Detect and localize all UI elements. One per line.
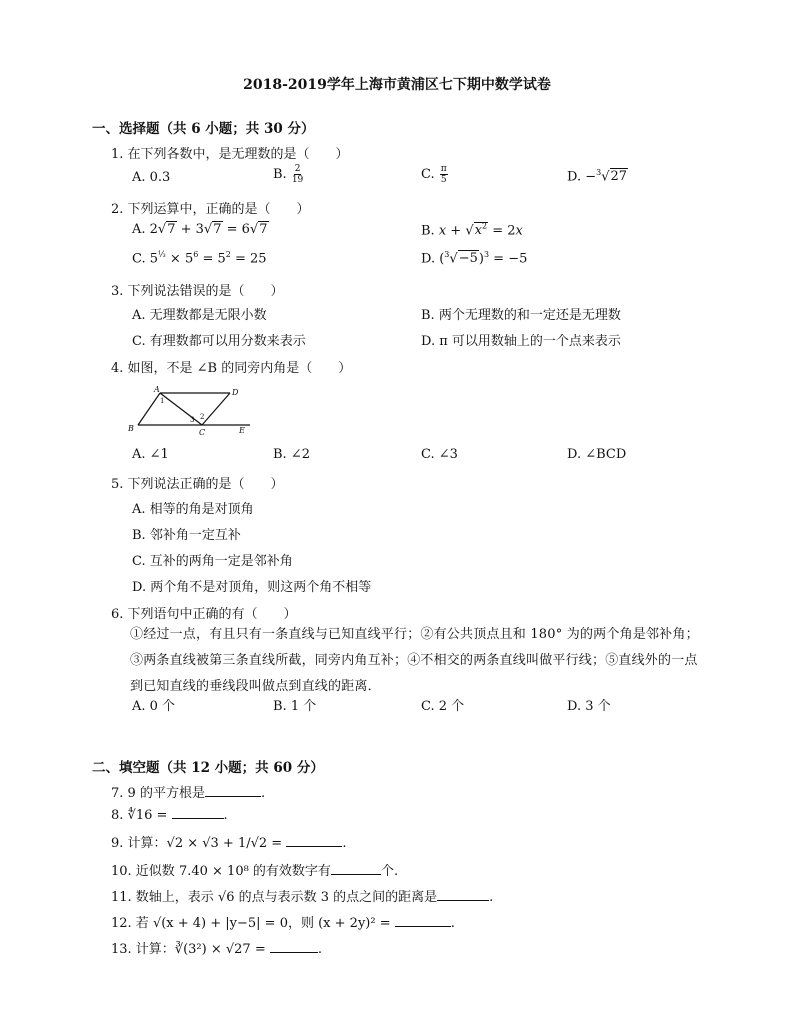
q3-option-b: B. 两个无理数的和一定还是无理数 — [421, 308, 621, 323]
label-angle-1: 1 — [160, 397, 165, 405]
q3-option-a: A. 无理数都是无限小数 — [132, 308, 267, 323]
answer-blank[interactable] — [395, 914, 451, 927]
q8-text: 8. ∜16 = — [111, 808, 172, 823]
section-heading-fill: 二、填空题（共 12 小题；共 60 分） — [92, 760, 324, 776]
q9-end: . — [342, 836, 347, 851]
q7-end: . — [260, 786, 266, 801]
q2-option-c: C. $5^{\frac{1}{3}} \times 5^6 = 5^2 = 25$ — [132, 250, 267, 267]
q4-option-b: B. ∠2 — [273, 447, 310, 462]
question-9 — [111, 832, 346, 851]
answer-blank[interactable] — [286, 834, 342, 847]
q6-option-d: D. 3 个 — [567, 699, 611, 714]
label-D: D — [232, 388, 239, 397]
q12-text: 12. 若 √(x + 4) + |y−5| = 0，则 (x + 2y)² = — [111, 916, 395, 931]
q5-option-b: B. 邻补角一定互补 — [132, 528, 241, 543]
geometry-figure — [126, 384, 256, 436]
question-13 — [111, 938, 322, 957]
q5-option-d: D. 两个角不是对顶角，则这两个角不相等 — [132, 580, 372, 595]
label-E: E — [239, 426, 245, 435]
label-B: B — [128, 424, 134, 433]
q2-option-d: D. $(^3√-5)^3 = -5$ — [421, 250, 528, 267]
q10-end: 个. — [380, 864, 399, 879]
q10-text: 10. 近似数 7.40 × 10⁸ 的有效数字有 — [111, 864, 331, 879]
question-1-stem: 1. 在下列各数中，是无理数的是（ ） — [111, 147, 349, 162]
q2-option-b: B. $x + √x^2 = 2x$ — [421, 222, 523, 239]
q3-option-d: D. π 可以用数轴上的一个点来表示 — [421, 334, 621, 349]
q2-option-a: A. 2√7 + 3√7 = 6√7 — [132, 222, 268, 237]
question-11 — [111, 886, 493, 905]
question-2-stem: 2. 下列运算中，正确的是（ ） — [111, 202, 310, 217]
question-7 — [111, 782, 265, 801]
q1-option-c: C. $\frac{\pi}{5}$ — [421, 164, 447, 185]
q6-option-b: B. 1 个 — [273, 699, 317, 714]
question-6-statements: ①经过一点，有且只有一条直线与已知直线平行；②有公共顶点且和 180° 为的两个角是邻补角；③两条直线被第三条直线所截，同旁内角互补；④不相交的两条直线叫做平行线；⑤直线外的一点到已知直线的垂线段叫做点到直线的距离． — [130, 627, 699, 694]
q8-end: . — [223, 808, 228, 823]
q7-text: 7. 9 的平方根是 — [111, 786, 205, 801]
q3-option-c: C. 有理数都可以用分数来表示 — [132, 334, 306, 349]
q1-option-d: D. −$^3$√27 — [567, 168, 628, 185]
q6-option-c: C. 2 个 — [421, 699, 465, 714]
answer-blank[interactable] — [172, 806, 224, 819]
label-A: A — [154, 385, 160, 394]
question-6-stem: 6. 下列语句中正确的有（ ） — [111, 607, 297, 622]
q6-option-a: A. 0 个 — [132, 699, 176, 714]
q13-text: 13. 计算：∛(3²) × √27 = — [111, 942, 270, 957]
label-angle-2: 2 — [200, 413, 205, 421]
q5-option-c: C. 互补的两角一定是邻补角 — [132, 554, 293, 569]
q4-option-a: A. ∠1 — [132, 447, 169, 462]
q11-end: . — [489, 890, 494, 905]
label-angle-3: 3 — [190, 416, 195, 424]
q12-end: . — [450, 916, 455, 931]
answer-blank[interactable] — [437, 888, 489, 901]
q1-option-a: A. 0.3 — [132, 170, 171, 185]
answer-blank[interactable] — [331, 862, 381, 875]
answer-blank[interactable] — [205, 784, 261, 797]
answer-blank[interactable] — [270, 940, 318, 953]
section-heading-choice: 一、选择题（共 6 小题；共 30 分） — [92, 121, 315, 137]
page-title: 2018-2019学年上海市黄浦区七下期中数学试卷 — [243, 77, 551, 93]
q9-text: 9. 计算：√2 × √3 + 1/√2 = — [111, 836, 287, 851]
q11-text: 11. 数轴上，表示 √6 的点与表示数 3 的点之间的距离是 — [111, 890, 438, 905]
q13-end: . — [317, 942, 322, 957]
question-4-stem: 4. 如图，不是 ∠B 的同旁内角是（ ） — [111, 361, 352, 376]
q4-option-d: D. ∠BCD — [567, 447, 627, 462]
q1-option-b: B. $\frac{2}{19}$ — [273, 164, 304, 185]
question-12 — [111, 912, 455, 931]
q4-option-c: C. ∠3 — [421, 447, 458, 462]
question-5-stem: 5. 下列说法正确的是（ ） — [111, 477, 284, 492]
question-10 — [111, 860, 398, 879]
label-C: C — [199, 428, 206, 436]
question-8 — [111, 806, 228, 823]
q5-option-a: A. 相等的角是对顶角 — [132, 502, 254, 517]
question-3-stem: 3. 下列说法错误的是（ ） — [111, 284, 284, 299]
